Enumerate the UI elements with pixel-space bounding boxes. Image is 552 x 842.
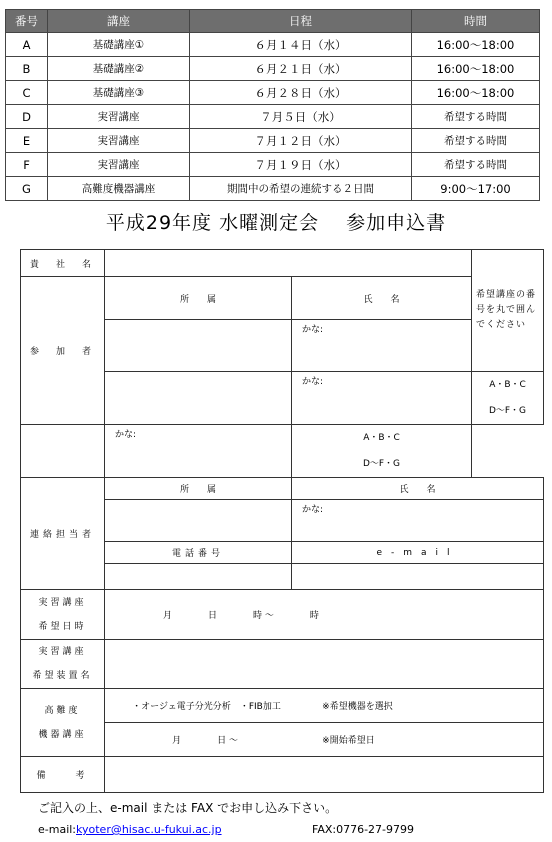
- practical-date-input[interactable]: 月 日 時 ～ 時: [105, 590, 544, 640]
- advanced-label: [21, 689, 105, 757]
- application-form: [20, 249, 544, 793]
- header-number: 番号: [6, 10, 48, 33]
- company-label: 貴 社 名: [21, 250, 105, 277]
- participant-name-input[interactable]: かな:: [105, 425, 292, 478]
- schedule-row: [6, 57, 540, 81]
- row-id: G: [6, 177, 48, 201]
- practical-date-row: [21, 590, 544, 640]
- course-select-note: 希望講座の番号を丸で囲んでください: [472, 250, 544, 372]
- row-date: ７月５日（水）: [190, 105, 412, 129]
- course-options-line2: D～F・G: [362, 459, 401, 469]
- schedule-row: [6, 33, 540, 57]
- row-course: 実習講座: [48, 105, 190, 129]
- advanced-devices-options: ・オージェ電子分光分析 ・FIB加工: [132, 702, 281, 712]
- participant-affiliation-input[interactable]: [105, 372, 292, 425]
- row-time: 希望する時間: [412, 129, 540, 153]
- contact-affiliation-input[interactable]: [105, 500, 292, 542]
- row-id: D: [6, 105, 48, 129]
- participants-label: 参 加 者: [21, 277, 105, 425]
- practical-device-label-1: 実習講座: [38, 647, 87, 657]
- schedule-table: [5, 9, 540, 201]
- schedule-row: [6, 177, 540, 201]
- row-time: 希望する時間: [412, 105, 540, 129]
- email-prefix: e-mail:: [38, 823, 77, 836]
- practical-device-label: [21, 640, 105, 689]
- row-date: ６月１４日（水）: [190, 33, 412, 57]
- row-course: 基礎講座②: [48, 57, 190, 81]
- participant-affiliation-input[interactable]: [105, 320, 292, 372]
- row-date: ７月１９日（水）: [190, 153, 412, 177]
- schedule-header-row: [6, 10, 540, 33]
- practical-date-label-2: 希望日時: [38, 621, 87, 632]
- row-course: 実習講座: [48, 153, 190, 177]
- participant-affiliation-input[interactable]: [21, 425, 105, 478]
- advanced-devices-input[interactable]: [105, 689, 544, 723]
- email-header: e-mail: [292, 542, 544, 564]
- schedule-row: [6, 153, 540, 177]
- header-date: 日程: [190, 10, 412, 33]
- header-course: 講座: [48, 10, 190, 33]
- participants-header-row: [21, 277, 544, 320]
- row-time: 16:00～18:00: [412, 57, 540, 81]
- row-id: E: [6, 129, 48, 153]
- advanced-date-input[interactable]: [105, 723, 544, 757]
- row-course: 高難度機器講座: [48, 177, 190, 201]
- row-date: ６月２８日（水）: [190, 81, 412, 105]
- page-title: 平成29年度 水曜測定会 参加申込書: [105, 212, 447, 234]
- row-id: A: [6, 33, 48, 57]
- contact-name-input[interactable]: かな:: [292, 500, 544, 542]
- advanced-date-note: ※開始希望日: [322, 736, 375, 746]
- row-time: 9:00～17:00: [412, 177, 540, 201]
- course-options[interactable]: [472, 372, 544, 425]
- practical-date-label-1: 実習講座: [38, 597, 87, 608]
- contact-affiliation-header: 所 属: [105, 478, 292, 500]
- company-input[interactable]: [105, 250, 472, 277]
- row-date: 期間中の希望の連続する２日間: [190, 177, 412, 201]
- practical-device-label-2: 希望装置名: [32, 671, 93, 681]
- schedule-row: [6, 81, 540, 105]
- remarks-label: 備 考: [21, 757, 105, 793]
- row-course: 基礎講座③: [48, 81, 190, 105]
- remarks-row: [21, 757, 544, 793]
- row-date: ７月１２日（水）: [190, 129, 412, 153]
- remarks-input[interactable]: [105, 757, 544, 793]
- course-options[interactable]: [292, 425, 472, 478]
- advanced-devices-row: [21, 689, 544, 723]
- row-id: C: [6, 81, 48, 105]
- company-row: [21, 250, 544, 277]
- name-header: 氏 名: [292, 277, 472, 320]
- schedule-row: [6, 129, 540, 153]
- schedule-row: [6, 105, 540, 129]
- footer-instruction: ご記入の上、e-mail または FAX でお申し込み下さい。: [38, 801, 338, 815]
- course-options-line2: D～F・G: [488, 406, 527, 416]
- email-link[interactable]: kyoter@hisac.u-fukui.ac.jp: [76, 823, 222, 836]
- header-time: 時間: [412, 10, 540, 33]
- row-time: 16:00～18:00: [412, 81, 540, 105]
- contact-name-header: 氏 名: [292, 478, 544, 500]
- row-date: ６月２１日（水）: [190, 57, 412, 81]
- practical-device-input[interactable]: [105, 640, 544, 689]
- advanced-date-value: 月 日 ～: [172, 736, 239, 746]
- email-input[interactable]: [292, 564, 544, 590]
- row-id: B: [6, 57, 48, 81]
- row-course: 基礎講座①: [48, 33, 190, 57]
- phone-header: 電話番号: [105, 542, 292, 564]
- participant-row: [21, 425, 544, 478]
- footer-fax: FAX:0776-27-9799: [312, 823, 415, 836]
- contact-header-row: [21, 478, 544, 500]
- participant-name-input[interactable]: かな:: [292, 320, 472, 372]
- row-course: 実習講座: [48, 129, 190, 153]
- contact-label: 連絡担当者: [21, 478, 105, 590]
- practical-date-label: [21, 590, 105, 640]
- footer-email: [38, 823, 222, 836]
- advanced-devices-note: ※希望機器を選択: [322, 702, 393, 712]
- advanced-label-1: 高難度: [44, 705, 81, 716]
- participant-name-input[interactable]: かな:: [292, 372, 472, 425]
- phone-input[interactable]: [105, 564, 292, 590]
- affiliation-header: 所 属: [105, 277, 292, 320]
- advanced-label-2: 機器講座: [38, 729, 87, 740]
- course-options-line1: A・B・C: [489, 380, 526, 390]
- row-time: 希望する時間: [412, 153, 540, 177]
- course-options-line1: A・B・C: [363, 433, 400, 443]
- row-id: F: [6, 153, 48, 177]
- practical-device-row: [21, 640, 544, 689]
- row-time: 16:00～18:00: [412, 33, 540, 57]
